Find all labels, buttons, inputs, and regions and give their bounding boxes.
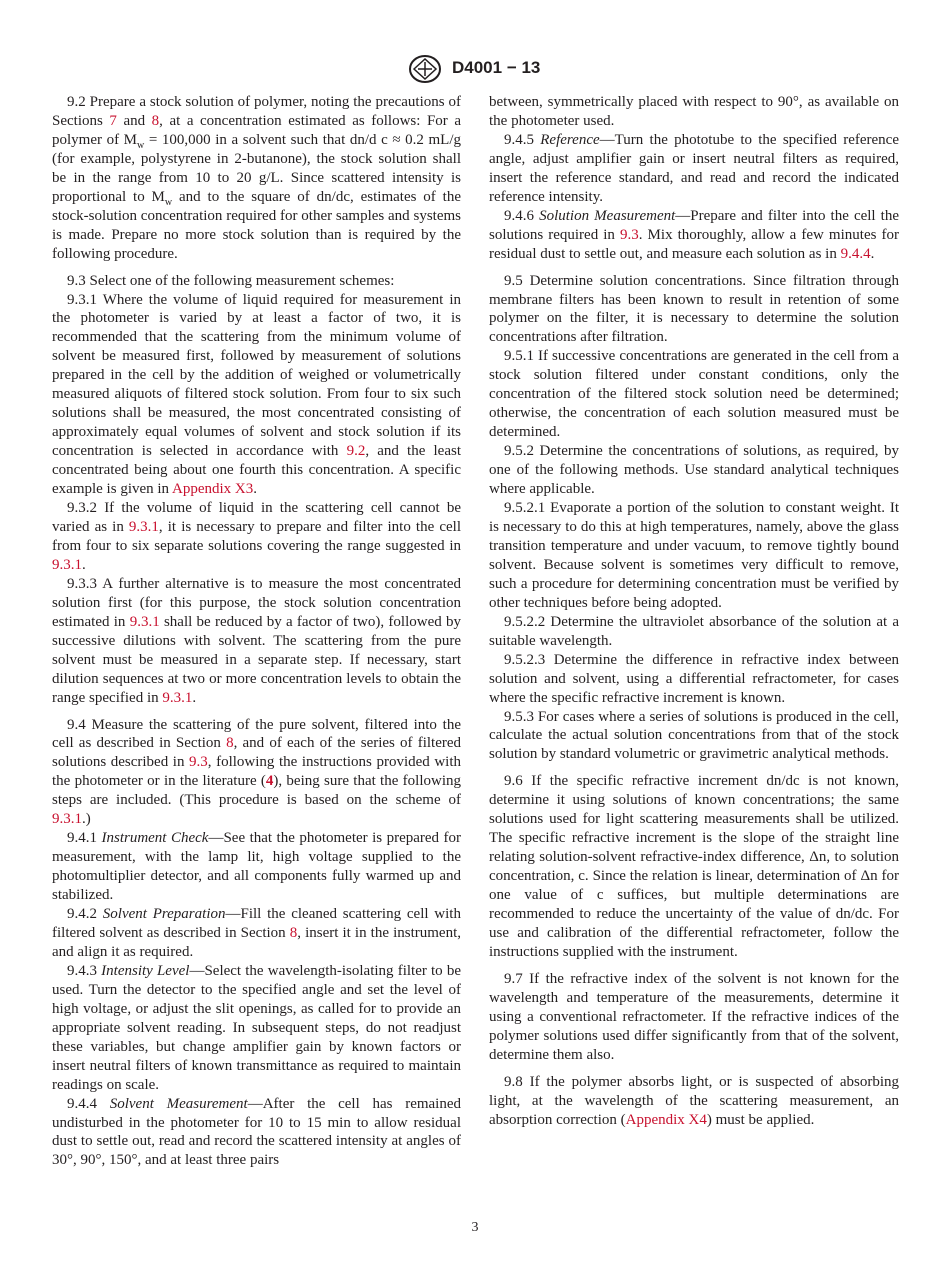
section-9-4-5: 9.4.5 Reference—Turn the phototube to the specified reference angle, adjust amplifier gain or insert neutral filters as required, insert the reference standard, and read and record the indicated reference intensity. <box>489 131 899 205</box>
section-9-5-2-1: 9.5.2.1 Evaporate a portion of the solution to constant weight. It is necessary to do this at high temperatures, namely, above the glass transition temperature and under vacuum, to remove tightly bound solvent. Because solvent is sometimes very difficult to remove, such a procedure for determining concentration must be verified by other techniques before being adopted. <box>489 500 899 611</box>
section-9-5-2-3: 9.5.2.3 Determine the difference in refractive index between solution and solvent, using a differential refractometer, for cases where the specific refractive increment is known. <box>489 651 899 706</box>
link-section-8[interactable]: 8 <box>226 735 234 752</box>
section-9-5-1: 9.5.1 If successive concentrations are generated in the cell from a stock solution filtered under constant conditions, only the concentration of the filtered stock solution need be determined; otherwise, the concentration of each solution measured must be determined. <box>489 348 899 441</box>
link-9-3-1[interactable]: 9.3.1 <box>128 518 159 535</box>
section-9-4-4-continued: between, symmetrically placed with respect to 90°, as available on the photometer used. <box>489 94 899 129</box>
section-9-4-1: 9.4.1 Instrument Check—See that the photometer is prepared for measurement, with the lamp lit, high voltage supplied to the photomultiplier detector, and all components fully warmed up and stabilized. <box>52 830 462 904</box>
link-section-8[interactable]: 8 <box>289 924 298 941</box>
section-9-5-3: 9.5.3 For cases where a series of solutions is produced in the cell, calculate the actual solution concentrations from that of the stock solution by standard volumetric or gravimetric analytical methods. <box>489 708 899 763</box>
section-9-5: 9.5 Determine solution concentrations. Since filtration through membrane filters has been known to result in retention of some polymer on the filter, it is necessary to determine the solution concentrations after filtration. <box>489 272 899 346</box>
section-9-8: 9.8 If the polymer absorbs light, or is suspected of absorbing light, at the wavelength of the scattering measurement, an absorption correction (Appendix X4) must be applied. <box>489 1073 899 1128</box>
link-9-4-4[interactable]: 9.4.4 <box>840 245 871 262</box>
section-9-5-2-2: 9.5.2.2 Determine the ultraviolet absorbance of the solution at a suitable wavelength. <box>489 613 899 649</box>
document-id: D4001 − 13 <box>452 58 541 77</box>
page-number: 3 <box>471 1220 479 1235</box>
section-9-6: 9.6 If the specific refractive increment dn/dc is not known, determine it using solutions of known concentrations; the same solutions used for light scattering measurements shall be utilized. The specific refractive increment is the slope of the straight line relating solution-solvent refractive-index difference, Δn, to solution concentration, c. Since the relation is linear, determination of Δn for one value of c suffices, but multiple determinations are recommended to reduce the uncertainty of the value of dn/dc. For use and calibration of the differential refractometer, follow the instructions supplied with the instrument. <box>489 773 899 960</box>
section-9-4-2: 9.4.2 Solvent Preparation—Fill the cleaned scattering cell with filtered solvent as described in Section 8, insert it in the instrument, and align it as required. <box>52 906 461 960</box>
link-9-3-1[interactable]: 9.3.1 <box>162 689 193 706</box>
link-9-3-1[interactable]: 9.3.1 <box>52 556 82 573</box>
link-appendix-x4[interactable]: Appendix X4 <box>625 1111 707 1128</box>
section-9-3-1: 9.3.1 Where the volume of liquid required for measurement in the photometer is varied by at least a factor of two, it is recommended that the scattering from the minimum volume of solvent be measured first, followed by measurement of solutions prepared in the cell by the addition of weighed or volumetrically measured aliquots of filtered stock solution. From four to six such solutions shall be measured, the most concentrated consisting of approximately equal volumes of solvent and stock solution if its concentration is selected in accordance with 9.2, and the least concentrated being about one fourth this concentration. A specific example is given in Appendix X3. <box>52 291 461 498</box>
section-9-3-2: 9.3.2 If the volume of liquid in the scattering cell cannot be varied as in 9.3.1, it is necessary to prepare and filter into the cell from four to six separate solutions covering the range suggested in 9.3.1. <box>52 500 461 573</box>
section-9-4: 9.4 Measure the scattering of the pure solvent, filtered into the cell as described in Section 8, and of each of the series of filtered solutions described in 9.3, following the instructions provided with the photometer or in the literature (4), being sure that the following steps are included. (This procedure is based on the scheme of 9.3.1.) <box>52 716 462 828</box>
section-9-3-3: 9.3.3 A further alternative is to measure the most concentrated solution first (for this purpose, the stock solution concentration estimated in 9.3.1 shall be reduced by a factor of two), followed by successive dilutions with solvent. The scattering from the pure solvent must be measured in a separate step. If necessary, start dilution sequences at two or more concentration levels to obtain the range specified in 9.3.1. <box>52 575 461 706</box>
link-section-8[interactable]: 8 <box>151 112 160 129</box>
link-reference-4[interactable]: 4 <box>265 773 274 790</box>
link-9-3-1[interactable]: 9.3.1 <box>52 811 82 828</box>
section-9-7: 9.7 If the refractive index of the solvent is not known for the wavelength and temperature of the measurements, determine it using a conventional refractometer. If the refractive indices of the polymer solutions used differ significantly from that of the solvent, determine them also. <box>489 970 899 1063</box>
section-9-5-2: 9.5.2 Determine the concentrations of solutions, as required, by one of the following methods. Use standard analytical techniques where applicable. <box>489 443 899 498</box>
link-9-3[interactable]: 9.3 <box>189 754 208 771</box>
left-column <box>52 93 461 1170</box>
section-9-4-6: 9.4.6 Solution Measurement—Prepare and filter into the cell the solutions required in 9.3. Mix thoroughly, allow a few minutes for residual dust to settle out, and measure each solution as in 9.4.4. <box>489 207 900 262</box>
page-header <box>0 54 950 84</box>
link-9-3[interactable]: 9.3 <box>620 226 639 243</box>
section-9-4-3: 9.4.3 Intensity Level—Select the wavelength-isolating filter to be used. Turn the detector to the specified angle and set the level of high voltage, or adjust the slit openings, as called for to provide an appropriate solvent reading. In subsequent steps, do not readjust these variables, but change amplifier gain by known factors or insert neutral filters of known transmittance as required to maintain readings on scale. <box>52 962 461 1093</box>
link-appendix-x3[interactable]: Appendix X3 <box>172 481 254 498</box>
astm-logo-icon <box>408 54 442 84</box>
section-9-2: 9.2 Prepare a stock solution of polymer, noting the precautions of Sections 7 and 8, at a concentration estimated as follows: For a polymer of $M_w = 100,000$ in a solvent such that dn/d c ≈ 0.2 mL/g (for example, polystyrene in 2-butanone), the stock solution shall be in the range from 10 to 20 g/L. Since scattered intensity is proportional to $M_w$ and to the square of dn/dc, estimates of the stock-solution concentration required for other samples and systems is made. Prepare no more stock solution than is required by the following procedure. <box>52 94 462 262</box>
section-9-4-4: 9.4.4 Solvent Measurement—After the cell has remained undisturbed in the photometer for 10 to 15 min to allow residual dust to settle out, read and record the scattered intensity at angles of 30°, 90°, 150°, and at least three pairs <box>52 1095 462 1169</box>
link-section-7[interactable]: 7 <box>109 112 117 129</box>
link-9-2[interactable]: 9.2 <box>346 443 366 460</box>
right-column <box>489 93 899 1130</box>
section-9-3: 9.3 Select one of the following measurement schemes: <box>67 272 395 289</box>
link-9-3-1[interactable]: 9.3.1 <box>129 613 160 630</box>
